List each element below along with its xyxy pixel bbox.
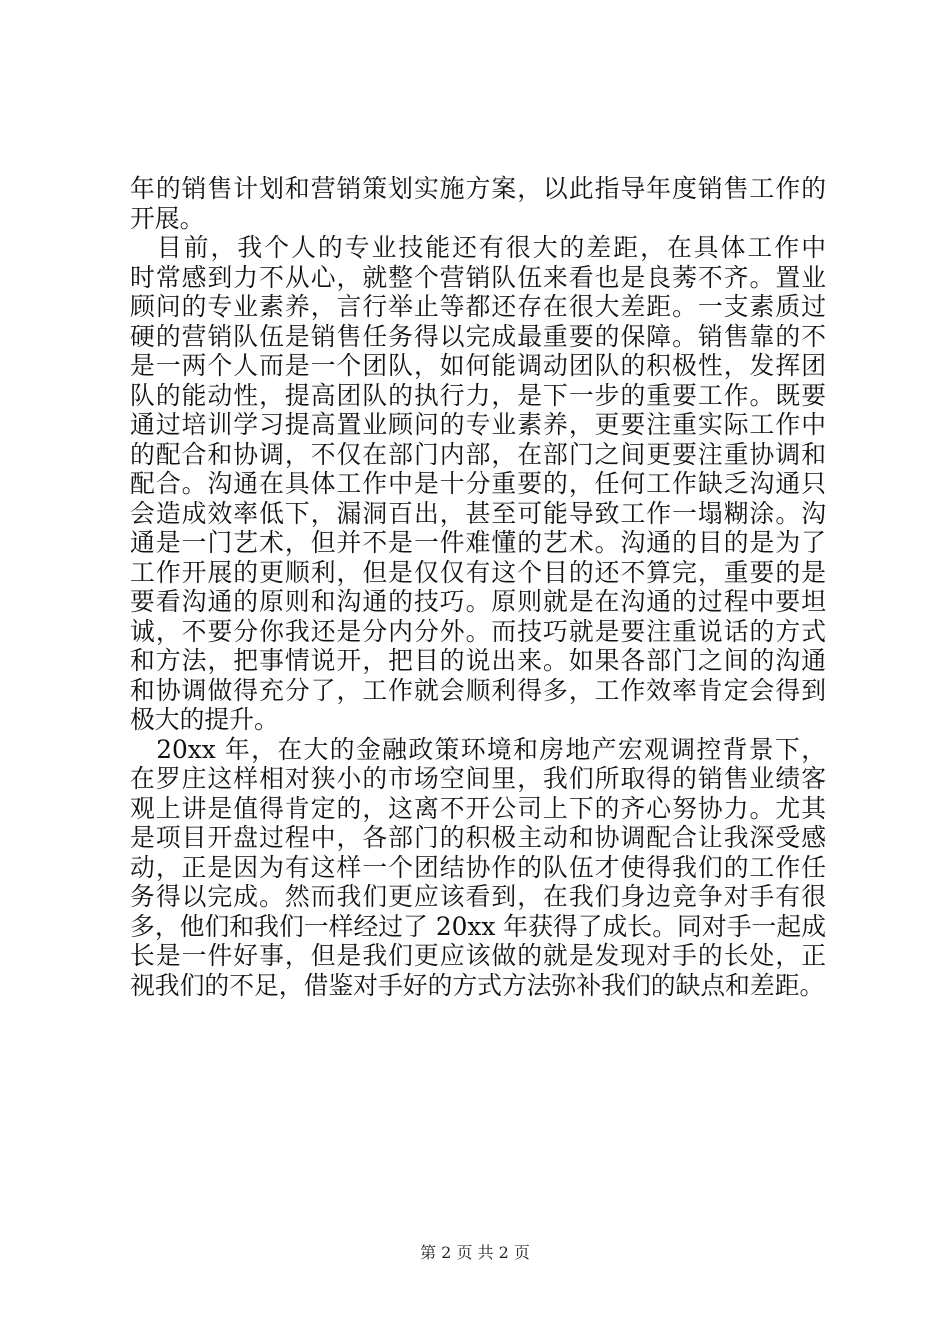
text-line: 会造成效率低下，漏洞百出，甚至可能导致工作一塌糊涂。沟 xyxy=(130,498,826,528)
paragraph-1 xyxy=(130,174,826,233)
text-line: 和方法，把事情说开，把目的说出来。如果各部门之间的沟通 xyxy=(130,646,826,675)
text-line: 是一两个人而是一个团队，如何能调动团队的积极性，发挥团 xyxy=(130,351,826,380)
text-line: 通是一门艺术，但并不是一件难懂的艺术。沟通的目的是为了 xyxy=(130,528,826,557)
text-line: 视我们的不足，借鉴对手好的方式方法弥补我们的缺点和差距。 xyxy=(130,970,825,1000)
text-line: 年的销售计划和营销策划实施方案，以此指导年度销售工作的 xyxy=(130,174,826,203)
text-line: 观上讲是值得肯定的，这离不开公司上下的齐心努协力。尤其 xyxy=(130,793,826,823)
text-line: 时常感到力不从心，就整个营销队伍来看也是良莠不齐。置业 xyxy=(130,262,826,292)
paragraph-2 xyxy=(130,233,826,735)
text-line: 目前，我个人的专业技能还有很大的差距，在具体工作中 xyxy=(130,233,826,262)
text-line: 的配合和协调，不仅在部门内部，在部门之间更要注重协调和 xyxy=(130,439,826,469)
text-line: 多，他们和我们一样经过了 20xx 年获得了成长。同对手一起成 xyxy=(130,911,826,941)
text-line: 要看沟通的原则和沟通的技巧。原则就是在沟通的过程中要坦 xyxy=(130,587,826,616)
text-line: 工作开展的更顺利，但是仅仅有这个目的还不算完，重要的是 xyxy=(130,557,826,587)
text-line: 20xx 年，在大的金融政策环境和房地产宏观调控背景下， xyxy=(130,734,826,764)
text-line: 开展。 xyxy=(130,203,205,233)
text-line: 通过培训学习提高置业顾问的专业素养，更要注重实际工作中 xyxy=(130,410,826,439)
text-line: 是项目开盘过程中，各部门的积极主动和协调配合让我深受感 xyxy=(130,823,826,852)
text-line: 配合。沟通在具体工作中是十分重要的，任何工作缺乏沟通只 xyxy=(130,469,826,498)
text-line: 在罗庄这样相对狭小的市场空间里，我们所取得的销售业绩客 xyxy=(130,764,826,793)
document-body xyxy=(130,174,826,1000)
text-line: 极大的提升。 xyxy=(130,705,279,734)
paragraph-3 xyxy=(130,735,826,1001)
text-line: 顾问的专业素养，言行举止等都还存在很大差距。一支素质过 xyxy=(130,292,826,321)
text-line: 长是一件好事，但是我们更应该做的就是发现对手的长处，正 xyxy=(130,941,826,970)
text-line: 硬的营销队伍是销售任务得以完成最重要的保障。销售靠的不 xyxy=(130,321,826,351)
text-line: 和协调做得充分了，工作就会顺利得多，工作效率肯定会得到 xyxy=(130,675,826,705)
text-line: 务得以完成。然而我们更应该看到，在我们身边竞争对手有很 xyxy=(130,882,826,911)
text-line: 动，正是因为有这样一个团结协作的队伍才使得我们的工作任 xyxy=(130,852,826,882)
page-number-footer: 第 2 页 共 2 页 xyxy=(420,1243,530,1262)
text-line: 队的能动性，提高团队的执行力，是下一步的重要工作。既要 xyxy=(130,380,826,410)
text-line: 诚，不要分你我还是分内分外。而技巧就是要注重说话的方式 xyxy=(130,616,826,646)
